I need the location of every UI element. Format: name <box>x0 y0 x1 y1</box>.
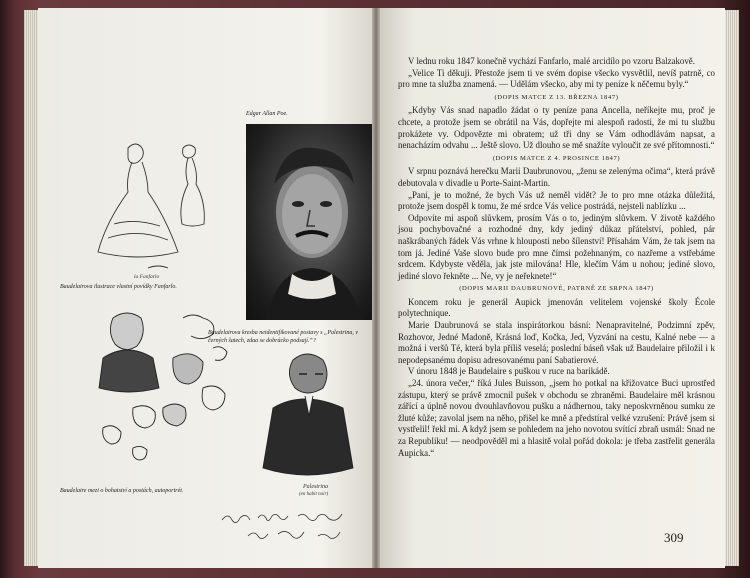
right-page-edges <box>725 10 739 566</box>
caption-caricatures: Baudelaire mezi o bohatství a postách, autoportrét. <box>60 488 184 494</box>
handwritten-signature <box>218 508 368 548</box>
left-page <box>38 8 372 568</box>
poe-portrait <box>246 124 372 320</box>
paragraph: V lednu roku 1847 konečně vychází Fanfarlo, malé arcidílo po vzoru Balzakově. <box>408 56 695 66</box>
letter-source: (DOPIS MATCE Z 13. BŘEZNA 1847) <box>494 93 619 101</box>
sketch-label-palestrina: Palestrina <box>303 484 328 490</box>
caricature-sketch <box>93 298 243 478</box>
paragraph: V únoru 1848 je Baudelaire s puškou v ruce na barikádě. <box>408 366 610 377</box>
letter-source: (DOPIS MARII DAUBRUNOVÉ, PATRNĚ ZE SRPNA 1847) <box>459 285 654 293</box>
sketch-label-habit: (en habit noir) <box>299 492 329 497</box>
paragraph: V srpnu poznává herečku Marii Daubrunovou, „ženu se zelenýma očima“, která právě debutovala v divadle u Porte-Saint-Martin. <box>398 166 715 188</box>
sketch-label-fanfarlo: la Fanfarlo <box>134 274 160 280</box>
paragraph: Koncem roku je generál Aupick jmenován velitelem vojenské školy École polytechnique. <box>398 296 715 319</box>
letter-source: (DOPIS MATCE Z 4. PROSINCE 1847) <box>492 154 621 162</box>
body-text <box>398 56 715 459</box>
fanfarlo-sketch <box>88 128 218 288</box>
paragraph: „Kdyby Vás snad napadlo žádat o ty peníze pana Ancella, neříkejte mu, proč je chcete, a protože jsem se obrátil na Vás, dopřejte mi alespoň radosti, že mi tu službu prokážete vy. Odpovězte mi obratem; už tři dny se Vám odhodlávám napsat, a nenacházím odvahu ... Ještě slovo. Už dlouho se mě snažíte vyloučit ze své přítomnosti.“ <box>398 105 715 151</box>
paragraph: Marie Daubrunová se stala inspirátorkou básní: Nenapravitelné, Podzimní zpěv, Rozhovor, Jedné Madoně, Krásná loď, Kočka, Jed, Vyzvání na cestu, Kalné nebe — a možná i veršů Té, která byla příliš veselá; poslední báseň však už Baudelaire přiložil i k nepodepsanému dopisu adresovanému paní Sabatierové. <box>398 320 715 365</box>
palestrina-sketch <box>253 348 363 497</box>
book-gutter <box>372 8 380 568</box>
paragraph: „24. února večer,“ říká Jules Buisson, „jsem ho potkal na křižovatce Buci uprostřed zástupu, který se právě zmocnil pušek v obchodu se zbraněmi. Baudelaire měl krásnou zářící a úplně novou dvouhlavňovou pušku a nádhernou, taky neposkvrněnou sumku ze žluté kůže; zavolal jsem na něho, přišel ke mně a předstíral velké vzrušení: Právě jsem si vystřelil! řekl mi. A když jsem se pohledem na jeho novotou svítící zbraň usmál: Snad ne za Republiku! — neodpověděl mi a hlasitě volal pořád dokola: je třeba zastřelit generála Aupicka.“ <box>398 378 715 458</box>
portrait-caption: Edgar Allan Poe. <box>246 111 288 117</box>
right-page <box>380 8 725 568</box>
caption-fanfarlo: Baudelairova ilustrace vlastní povídky Fanfarlo. <box>60 284 177 290</box>
page-number: 309 <box>664 530 684 545</box>
paragraph: „Velice Ti děkuji. Přestože jsem ti ve svém dopise všecko vysvětlil, nevíš patrně, co pro mne ta služba znamená. — Udělám všecko, aby mi ty peníze k něčemu byly.“ <box>398 67 715 90</box>
caption-palestrina: Baudelairova kresba neidentifikované postavy s „Palestrina, v černých šatech, zdaa se dobrácko podsají.“? <box>208 330 359 344</box>
paragraph: Odpovíte mi aspoň slůvkem, prosím Vás o to, jediným slůvkem. V životě každého jsou pochybovačné a rozhodné dny, kdy jediný důkaz přátelství, pohled, pár naškrábaných řádek Vás vrhne k hlouposti nebo šílenství! Přísahám Vám, že tak jsem na tom já. Jediné Vaše slovo bude pro mne čímsi požehnaným, co nazřeme a vstřebáme srdcem. Kdybyste věděla, jak jste milována! Hle, klečím Vám u nohou; jediné slovo, jediné slovo řekněte ... Ne, vy je neřeknete!“ <box>398 212 715 281</box>
left-page-edges <box>24 10 38 566</box>
paragraph: „Paní, je to možné, že bych Vás už neměl vidět? Je to pro mne otázka důležitá, protože jsem dospěl k tomu, že mé srdce Vás velice postrádá, nejsteli nablízku ... <box>398 189 715 212</box>
